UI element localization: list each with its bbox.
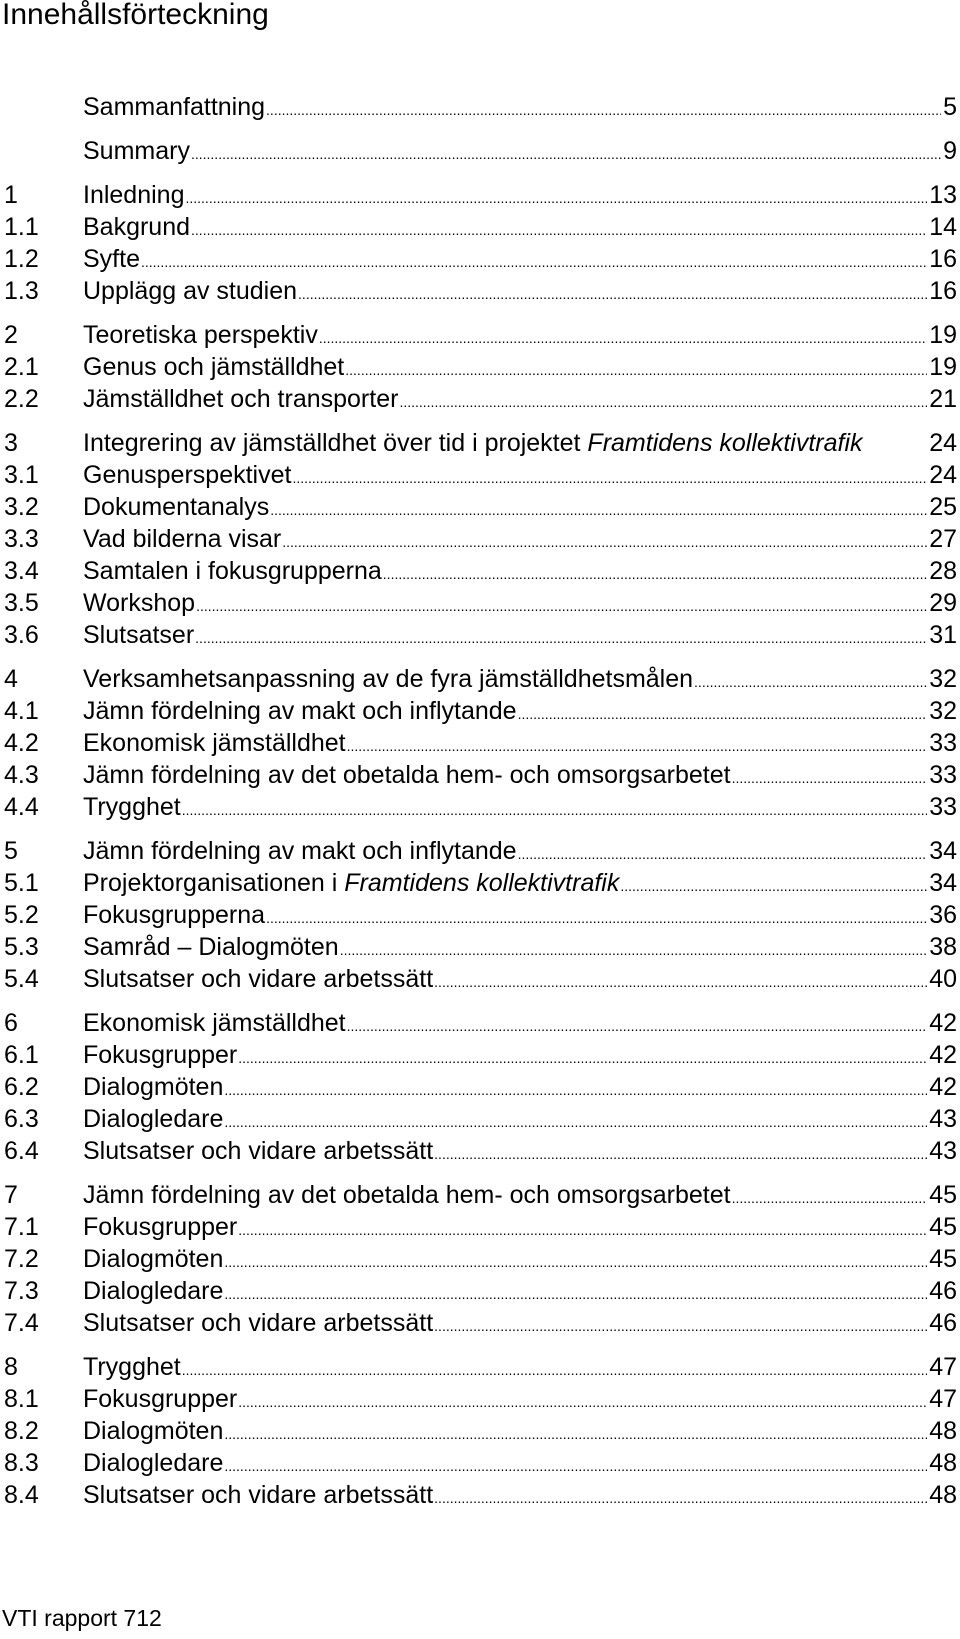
toc-entry-page: 34 xyxy=(929,837,957,865)
toc-dot-leader xyxy=(224,1080,927,1100)
toc-entry-number: 7 xyxy=(4,1181,18,1209)
toc-dot-leader xyxy=(340,940,927,960)
toc-dot-leader xyxy=(238,1220,927,1240)
toc-entry-page: 33 xyxy=(929,729,957,757)
toc-dot-leader xyxy=(224,1252,927,1272)
toc-entry-number: 3 xyxy=(4,429,18,457)
toc-entry-number: 4.2 xyxy=(4,729,39,757)
toc-entry-number: 1.1 xyxy=(4,213,39,241)
toc-entry-number: 1.2 xyxy=(4,245,39,273)
toc-entry[interactable] xyxy=(4,835,957,867)
toc-dot-leader xyxy=(224,1112,927,1132)
toc-entry-number: 8 xyxy=(4,1353,18,1381)
toc-entry-number: 7.3 xyxy=(4,1277,39,1305)
toc-entry-title xyxy=(83,1351,181,1383)
toc-dot-leader xyxy=(266,100,941,120)
toc-dot-leader xyxy=(518,844,928,864)
toc-entry-number: 4.4 xyxy=(4,793,39,821)
toc-entry[interactable] xyxy=(4,427,957,459)
toc-entry-page: 27 xyxy=(929,525,957,553)
toc-entry-number: 3.4 xyxy=(4,557,39,585)
toc-entry[interactable] xyxy=(4,1307,957,1339)
toc-entry-title-text: Jämn fördelning av makt och inflytande xyxy=(83,697,517,725)
toc-dot-leader xyxy=(620,876,927,896)
toc-entry-title xyxy=(83,867,619,899)
toc-dot-leader xyxy=(224,1456,927,1476)
toc-entry[interactable] xyxy=(4,1351,957,1383)
toc-entry-number: 6 xyxy=(4,1009,18,1037)
toc-entry-number: 3.1 xyxy=(4,461,39,489)
toc-entry[interactable] xyxy=(4,1415,957,1447)
toc-entry[interactable] xyxy=(4,135,957,167)
toc-entry[interactable] xyxy=(4,1135,957,1167)
toc-dot-leader xyxy=(694,672,927,692)
toc-entry-page: 42 xyxy=(929,1041,957,1069)
toc-entry-page: 45 xyxy=(929,1213,957,1241)
toc-dot-leader xyxy=(345,360,927,380)
toc-entry[interactable] xyxy=(4,695,957,727)
toc-entry-number: 4.1 xyxy=(4,697,39,725)
toc-entry-title-text: Syfte xyxy=(83,245,140,273)
toc-entry-number: 3.5 xyxy=(4,589,39,617)
toc-entry[interactable] xyxy=(4,523,957,555)
toc-entry-title-text: Jämställdhet och transporter xyxy=(83,385,399,413)
toc-entry-title xyxy=(83,1039,237,1071)
toc-entry-title-text: Slutsatser xyxy=(83,621,195,649)
toc-entry-number: 2.1 xyxy=(4,353,39,381)
toc-entry-title-text: Trygghet xyxy=(83,793,181,821)
toc-entry[interactable] xyxy=(4,459,957,491)
toc-entry-title-italic: Framtidens kollektivtrafik xyxy=(344,869,620,897)
toc-entry-title xyxy=(83,759,731,791)
toc-dot-leader xyxy=(732,1188,928,1208)
toc-entry[interactable] xyxy=(4,491,957,523)
toc-dot-leader xyxy=(732,768,928,788)
toc-entry-title-text: Fokusgrupperna xyxy=(83,901,266,929)
toc-entry-number: 4 xyxy=(4,665,18,693)
toc-entry-title xyxy=(83,931,339,963)
toc-entry-number: 3.2 xyxy=(4,493,39,521)
toc-entry-title xyxy=(83,835,517,867)
toc-entry-title-text: Bakgrund xyxy=(83,213,191,241)
toc-entry-page: 36 xyxy=(929,901,957,929)
toc-entry-title xyxy=(83,1071,223,1103)
page-title: Innehållsförteckning xyxy=(2,0,269,31)
toc-dot-leader xyxy=(196,596,927,616)
toc-entry-page: 16 xyxy=(929,245,957,273)
toc-entry-title-text: Ekonomisk jämställdhet xyxy=(83,729,346,757)
toc-entry[interactable] xyxy=(4,275,957,307)
toc-entry-page: 16 xyxy=(929,277,957,305)
toc-entry-page: 40 xyxy=(929,965,957,993)
toc-entry-title-text: Dialogledare xyxy=(83,1105,224,1133)
toc-entry-number: 6.3 xyxy=(4,1105,39,1133)
toc-entry-title-text: Projektorganisationen i xyxy=(83,869,345,897)
toc-entry-title xyxy=(83,1211,237,1243)
toc-entry-title xyxy=(83,179,184,211)
toc-entry-page: 43 xyxy=(929,1137,957,1165)
toc-entry-number: 7.2 xyxy=(4,1245,39,1273)
toc-entry-title xyxy=(83,351,344,383)
toc-dot-leader xyxy=(383,564,927,584)
toc-entry-title-text: Ekonomisk jämställdhet xyxy=(83,1009,346,1037)
toc-dot-leader xyxy=(347,1016,928,1036)
toc-entry-number: 6.4 xyxy=(4,1137,39,1165)
toc-entry-title xyxy=(83,427,863,459)
toc-entry-number: 2.2 xyxy=(4,385,39,413)
toc-entry[interactable] xyxy=(4,179,957,211)
toc-entry[interactable] xyxy=(4,619,957,651)
toc-entry-page: 28 xyxy=(929,557,957,585)
toc-dot-leader xyxy=(347,736,928,756)
toc-entry-title xyxy=(83,243,140,275)
toc-dot-leader xyxy=(434,1488,927,1508)
toc-entry[interactable] xyxy=(4,351,957,383)
toc-dot-leader xyxy=(270,500,927,520)
toc-entry-title xyxy=(83,619,194,651)
toc-entry[interactable] xyxy=(4,931,957,963)
toc-entry[interactable] xyxy=(4,727,957,759)
toc-entry-title xyxy=(83,1307,433,1339)
toc-entry-title xyxy=(83,1415,223,1447)
toc-entry-number: 3.3 xyxy=(4,525,39,553)
toc-entry-title xyxy=(83,963,433,995)
toc-dot-leader xyxy=(399,392,927,412)
toc-entry-title-text: Vad bilderna visar xyxy=(83,525,282,553)
toc-entry-page: 24 xyxy=(929,429,957,457)
toc-dot-leader xyxy=(434,1316,927,1336)
toc-entry-number: 8.2 xyxy=(4,1417,39,1445)
toc-entry-title-text: Jämn fördelning av makt och inflytande xyxy=(83,837,517,865)
toc-entry-page: 31 xyxy=(929,621,957,649)
toc-entry-title xyxy=(83,1479,433,1511)
toc-entry-title xyxy=(83,1447,223,1479)
toc-entry-page: 43 xyxy=(929,1105,957,1133)
toc-entry-title-text: Samtalen i fokusgrupperna xyxy=(83,557,382,585)
toc-dot-leader xyxy=(238,1048,927,1068)
toc-entry-page: 13 xyxy=(929,181,957,209)
toc-entry-title-text: Jämn fördelning av det obetalda hem- och omsorgsarbetet xyxy=(83,1181,731,1209)
toc-entry-title-text: Fokusgrupper xyxy=(83,1041,238,1069)
toc-dot-leader xyxy=(434,1144,927,1164)
toc-entry-title xyxy=(83,1383,237,1415)
toc-entry-number: 6.2 xyxy=(4,1073,39,1101)
toc-dot-leader xyxy=(195,628,927,648)
toc-entry-page: 34 xyxy=(929,869,957,897)
toc-entry-page: 14 xyxy=(929,213,957,241)
toc-entry-title xyxy=(83,1243,223,1275)
toc-entry-page: 32 xyxy=(929,665,957,693)
toc-entry[interactable] xyxy=(4,91,957,123)
toc-entry-title xyxy=(83,211,190,243)
toc-entry[interactable] xyxy=(4,1275,957,1307)
toc-entry-page: 32 xyxy=(929,697,957,725)
toc-dot-leader xyxy=(434,972,927,992)
toc-entry-title-text: Fokusgrupper xyxy=(83,1213,238,1241)
toc-entry-page: 42 xyxy=(929,1009,957,1037)
toc-entry-title-text: Dialogmöten xyxy=(83,1417,224,1445)
toc-entry-title xyxy=(83,791,181,823)
toc-dot-leader xyxy=(141,252,927,272)
toc-dot-leader xyxy=(319,328,927,348)
toc-entry-page: 45 xyxy=(929,1181,957,1209)
toc-entry-page: 45 xyxy=(929,1245,957,1273)
toc-entry-title-italic: Framtidens kollektivtrafik xyxy=(587,429,863,457)
toc-entry[interactable] xyxy=(4,555,957,587)
toc-entry-title xyxy=(83,319,318,351)
toc-entry-title-text: Slutsatser och vidare arbetssätt xyxy=(83,1137,434,1165)
toc-entry-number: 1 xyxy=(4,181,18,209)
toc-dot-leader xyxy=(266,908,927,928)
toc-entry-title-text: Upplägg av studien xyxy=(83,277,298,305)
toc-entry-title xyxy=(83,1103,223,1135)
toc-entry-title xyxy=(83,91,265,123)
toc-dot-leader xyxy=(191,144,941,164)
toc-entry-title-text: Trygghet xyxy=(83,1353,181,1381)
toc-entry[interactable] xyxy=(4,867,957,899)
toc-entry-page: 33 xyxy=(929,761,957,789)
toc-entry-title xyxy=(83,555,382,587)
toc-dot-leader xyxy=(518,704,928,724)
toc-dot-leader xyxy=(224,1284,927,1304)
toc-entry[interactable] xyxy=(4,963,957,995)
toc-entry-page: 24 xyxy=(929,461,957,489)
toc-entry-number: 8.4 xyxy=(4,1481,39,1509)
toc-entry-title xyxy=(83,727,346,759)
toc-dot-leader xyxy=(224,1424,927,1444)
toc-entry-number: 7.1 xyxy=(4,1213,39,1241)
toc-entry[interactable] xyxy=(4,211,957,243)
toc-entry-title-text: Dialogledare xyxy=(83,1449,224,1477)
toc-entry-number: 7.4 xyxy=(4,1309,39,1337)
toc-entry-title-text: Summary xyxy=(83,137,190,165)
toc-dot-leader xyxy=(182,1360,927,1380)
toc-entry-title-text: Verksamhetsanpassning av de fyra jämställdhetsmålen xyxy=(83,665,694,693)
toc-entry[interactable] xyxy=(4,319,957,351)
toc-entry-title-text: Integrering av jämställdhet över tid i projektet xyxy=(83,429,588,457)
toc-entry-page: 25 xyxy=(929,493,957,521)
toc-entry-title xyxy=(83,587,195,619)
toc-entry[interactable] xyxy=(4,1007,957,1039)
toc-entry-page: 29 xyxy=(929,589,957,617)
toc-entry-page: 38 xyxy=(929,933,957,961)
toc-entry-number: 5.1 xyxy=(4,869,39,897)
toc-entry-title-text: Slutsatser och vidare arbetssätt xyxy=(83,1481,434,1509)
toc-entry-page: 19 xyxy=(929,321,957,349)
toc-entry-title-text: Samråd – Dialogmöten xyxy=(83,933,339,961)
toc-entry[interactable] xyxy=(4,1383,957,1415)
toc-dot-leader xyxy=(185,188,927,208)
toc-entry-page: 42 xyxy=(929,1073,957,1101)
page-footer: VTI rapport 712 xyxy=(2,1605,162,1631)
toc-entry-number: 2 xyxy=(4,321,18,349)
toc-dot-leader xyxy=(238,1392,927,1412)
toc-entry-number: 5.4 xyxy=(4,965,39,993)
toc-entry-number: 5 xyxy=(4,837,18,865)
toc-entry[interactable] xyxy=(4,587,957,619)
toc-entry-title-text: Slutsatser och vidare arbetssätt xyxy=(83,1309,434,1337)
toc-entry[interactable] xyxy=(4,899,957,931)
toc-entry-page: 5 xyxy=(943,93,957,121)
toc-entry[interactable] xyxy=(4,1103,957,1135)
toc-entry-title xyxy=(83,135,190,167)
toc-entry[interactable] xyxy=(4,759,957,791)
toc-entry-title xyxy=(83,1179,731,1211)
toc-entry[interactable] xyxy=(4,243,957,275)
toc-entry-title-text: Dokumentanalys xyxy=(83,493,270,521)
toc-entry-title-text: Jämn fördelning av det obetalda hem- och omsorgsarbetet xyxy=(83,761,731,789)
toc-dot-leader xyxy=(191,220,927,240)
toc-entry-title-text: Sammanfattning xyxy=(83,93,266,121)
toc-entry-title xyxy=(83,1135,433,1167)
toc-entry-title xyxy=(83,459,291,491)
toc-entry-title xyxy=(83,1007,346,1039)
toc-entry-page: 48 xyxy=(929,1481,957,1509)
toc-entry-title-text: Dialogmöten xyxy=(83,1073,224,1101)
toc-entry-number: 5.2 xyxy=(4,901,39,929)
toc-entry-title xyxy=(83,383,398,415)
toc-entry-title-text: Genus och jämställdhet xyxy=(83,353,345,381)
toc-entry-title xyxy=(83,695,517,727)
toc-entry[interactable] xyxy=(4,1071,957,1103)
toc-entry-title xyxy=(83,523,281,555)
toc-entry-title-text: Inledning xyxy=(83,181,185,209)
toc-entry[interactable] xyxy=(4,383,957,415)
toc-dot-leader xyxy=(298,284,927,304)
toc-entry[interactable] xyxy=(4,1447,957,1479)
toc-entry-title-text: Workshop xyxy=(83,589,196,617)
toc-entry[interactable] xyxy=(4,1179,957,1211)
toc-entry-title-text: Dialogledare xyxy=(83,1277,224,1305)
toc-entry[interactable] xyxy=(4,1243,957,1275)
toc-entry[interactable] xyxy=(4,1039,957,1071)
toc-entry[interactable] xyxy=(4,1211,957,1243)
toc-entry-page: 48 xyxy=(929,1417,957,1445)
toc-entry-page: 46 xyxy=(929,1309,957,1337)
toc-entry-page: 9 xyxy=(943,137,957,165)
toc-entry-title-text: Fokusgrupper xyxy=(83,1385,238,1413)
toc-entry-title-text: Dialogmöten xyxy=(83,1245,224,1273)
toc-entry-page: 46 xyxy=(929,1277,957,1305)
toc-entry-title xyxy=(83,663,693,695)
toc-entry-title xyxy=(83,1275,223,1307)
toc-entry-page: 47 xyxy=(929,1385,957,1413)
toc-entry-number: 1.3 xyxy=(4,277,39,305)
toc-entry-title xyxy=(83,275,297,307)
toc-entry-title-text: Genusperspektivet xyxy=(83,461,292,489)
toc-dot-leader xyxy=(292,468,927,488)
table-of-contents xyxy=(4,91,957,1511)
toc-entry-title-text: Slutsatser och vidare arbetssätt xyxy=(83,965,434,993)
toc-entry[interactable] xyxy=(4,1479,957,1511)
toc-entry-number: 8.1 xyxy=(4,1385,39,1413)
toc-entry-page: 48 xyxy=(929,1449,957,1477)
toc-entry-number: 6.1 xyxy=(4,1041,39,1069)
toc-entry-number: 8.3 xyxy=(4,1449,39,1477)
toc-dot-leader xyxy=(182,800,927,820)
toc-entry-title xyxy=(83,491,269,523)
toc-dot-leader xyxy=(282,532,927,552)
toc-entry[interactable] xyxy=(4,791,957,823)
toc-entry-page: 33 xyxy=(929,793,957,821)
toc-entry-page: 21 xyxy=(929,385,957,413)
toc-entry-number: 5.3 xyxy=(4,933,39,961)
toc-entry-number: 3.6 xyxy=(4,621,39,649)
toc-entry-title xyxy=(83,899,265,931)
toc-entry[interactable] xyxy=(4,663,957,695)
toc-entry-page: 19 xyxy=(929,353,957,381)
toc-entry-number: 4.3 xyxy=(4,761,39,789)
toc-entry-title-text: Teoretiska perspektiv xyxy=(83,321,318,349)
toc-entry-page: 47 xyxy=(929,1353,957,1381)
